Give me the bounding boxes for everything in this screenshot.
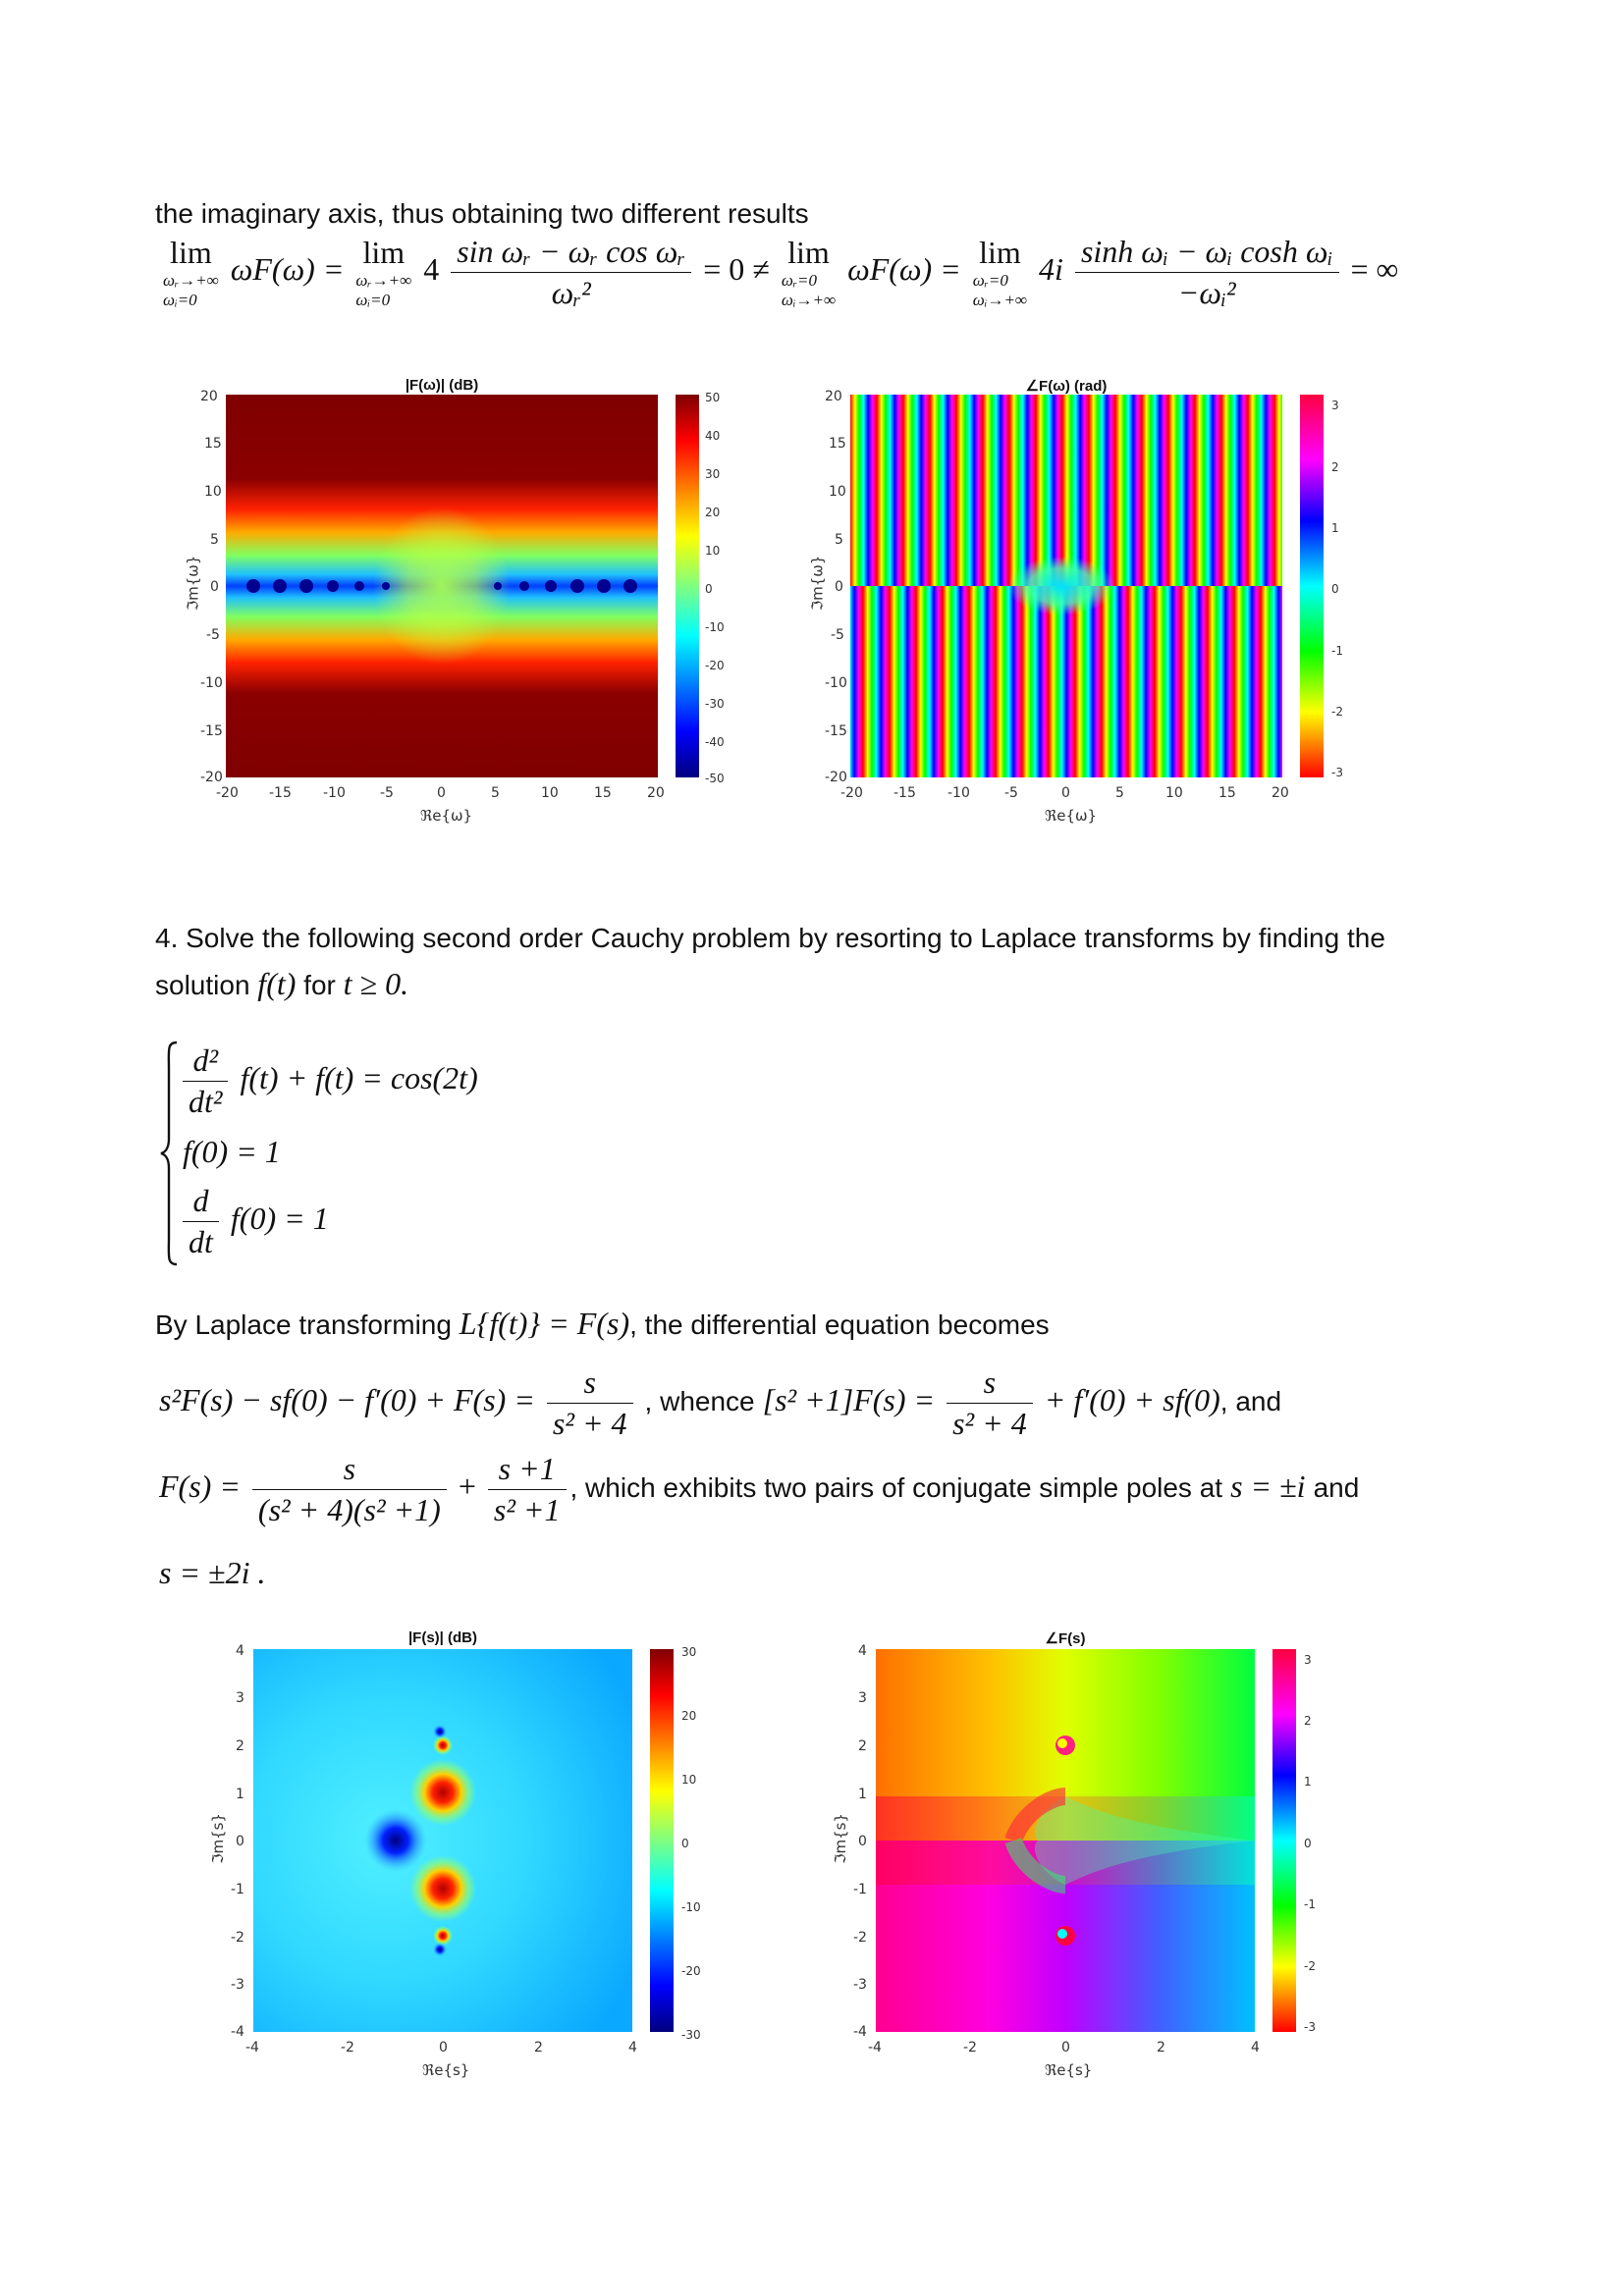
mag-s-ytick: 0	[236, 1834, 244, 1849]
mag-omega-cbar-tick: -30	[705, 697, 725, 711]
phase-s-ytick: 1	[858, 1787, 867, 1802]
phase-s-ytick: -4	[853, 2024, 867, 2040]
phase-omega-xtick: 0	[1061, 785, 1070, 801]
mag-omega-xtick: 10	[541, 785, 559, 801]
phase-omega-ytick: 10	[829, 484, 846, 500]
phase-omega-xtick: -10	[947, 785, 970, 801]
mag-omega-ytick: -15	[200, 723, 223, 739]
phase-s-ytick: 2	[858, 1738, 867, 1754]
mag-s-xtick: 0	[439, 2040, 448, 2056]
mag-s-ytick: -1	[231, 1882, 244, 1897]
mag-s-xtick: -4	[245, 2040, 259, 2056]
phase-omega-xtick: -5	[1004, 785, 1018, 801]
mag-omega-title: |F(ω)| (dB)	[405, 377, 479, 394]
problem-line-2: solution f(t) for t ≥ 0.	[155, 966, 409, 1001]
mag-omega-plot	[226, 395, 658, 777]
mag-omega-ytick: 5	[210, 532, 219, 548]
phase-omega-cbar-tick: 0	[1331, 582, 1339, 596]
mag-s-cbar-tick: -30	[681, 2028, 701, 2042]
mag-omega-cbar-tick: 10	[705, 544, 721, 558]
limit-2: lim ωᵣ→+∞ ωᵢ=0	[355, 235, 412, 309]
phase-s-plot	[876, 1649, 1255, 2032]
limit-tail: = ∞	[1350, 250, 1399, 287]
phase-omega-xtick: 10	[1165, 785, 1183, 801]
limit-4-coef: 4i	[1039, 250, 1063, 287]
phase-omega-title: ∠F(ω) (rad)	[1025, 378, 1108, 395]
mag-omega-ytick: -10	[200, 675, 223, 691]
mag-s-cbar-tick: 30	[681, 1645, 697, 1659]
phase-s-ytick: -1	[853, 1882, 867, 1897]
phase-omega-colorbar	[1300, 395, 1324, 777]
mag-s-ytick: 1	[236, 1787, 244, 1802]
mag-omega-xlabel: ℜe{ω}	[420, 807, 473, 825]
mag-s-cbar-tick: 10	[681, 1773, 697, 1787]
mag-omega-xtick: 15	[594, 785, 612, 801]
mag-omega-xtick: 0	[437, 785, 446, 801]
mag-s-ytick: -4	[231, 2024, 244, 2040]
phase-s-xtick: -4	[868, 2040, 882, 2056]
mag-omega-xtick: -10	[323, 785, 346, 801]
mag-s-cbar-tick: 0	[681, 1837, 689, 1850]
phase-s-cbar-tick: -3	[1304, 2020, 1316, 2034]
mag-s-ytick: -3	[231, 1977, 244, 1993]
system-eq-3: $\frac{d}{dt}$ f(0) = 1	[179, 1183, 329, 1260]
limit-3: lim ωᵣ=0 ωᵢ→+∞	[781, 235, 837, 309]
mag-s-ylabel: ℑm{s}	[208, 1813, 227, 1864]
mag-s-ytick: 2	[236, 1738, 244, 1754]
phase-s-cbar-tick: 2	[1304, 1714, 1312, 1728]
mag-omega-cbar-tick: -50	[705, 772, 725, 785]
problem-line-1: 4. Solve the following second order Cauchy problem by resorting to Laplace transforms by finding the	[155, 923, 1385, 953]
mag-omega-colorbar	[676, 395, 699, 777]
limit-mid: = 0 ≠	[703, 250, 770, 287]
phase-s-ytick: -2	[853, 1930, 867, 1946]
phase-omega-xtick: 15	[1218, 785, 1236, 801]
phase-s-cbar-tick: 3	[1304, 1653, 1312, 1667]
mag-omega-cbar-tick: 20	[705, 506, 721, 519]
phase-omega-cbar-tick: 2	[1331, 460, 1339, 474]
mag-s-xtick: 4	[628, 2040, 637, 2056]
phase-s-xlabel: ℜe{s}	[1045, 2061, 1093, 2079]
phase-s-xtick: 2	[1157, 2040, 1165, 2056]
phase-s-cbar-tick: 0	[1304, 1837, 1312, 1850]
mag-omega-xtick: -20	[216, 785, 239, 801]
mag-omega-xtick: -5	[380, 785, 394, 801]
phase-omega-ytick: 15	[829, 436, 846, 452]
mag-omega-ytick: 20	[200, 389, 218, 404]
mag-omega-cbar-tick: -20	[705, 659, 725, 672]
phase-s-ytick: 4	[858, 1643, 867, 1659]
phase-s-cbar-tick: -2	[1304, 1959, 1316, 1973]
mag-omega-ytick: -5	[206, 627, 220, 643]
phase-omega-ytick: -5	[831, 627, 844, 643]
mag-omega-ylabel: ℑm{ω}	[184, 555, 202, 612]
laplace-poles-2: s = ±2i .	[159, 1555, 266, 1590]
intro-text: the imaginary axis, thus obtaining two different results	[155, 198, 809, 229]
phase-omega-xtick: 5	[1115, 785, 1124, 801]
mag-omega-cbar-tick: 30	[705, 467, 721, 481]
phase-s-cbar-tick: -1	[1304, 1897, 1316, 1911]
limit-3-lhs: ωF(ω) =	[847, 250, 961, 287]
phase-omega-xlabel: ℜe{ω}	[1045, 807, 1098, 825]
phase-s-colorbar	[1272, 1649, 1296, 2032]
mag-omega-cbar-tick: 40	[705, 429, 721, 443]
laplace-line-1: By Laplace transforming L{f(t)} = F(s), the differential equation becomes	[155, 1306, 1050, 1341]
mag-omega-ytick: 10	[204, 484, 222, 500]
limit-1-lhs: ωF(ω) =	[230, 250, 345, 287]
mag-omega-ytick: -20	[200, 770, 223, 785]
phase-s-xtick: 0	[1061, 2040, 1070, 2056]
mag-s-xtick: 2	[534, 2040, 543, 2056]
mag-omega-cbar-tick: -10	[705, 620, 725, 634]
mag-s-title: |F(s)| (dB)	[407, 1629, 478, 1646]
mag-omega-ytick: 15	[204, 436, 222, 452]
limit-2-coef: 4	[423, 250, 440, 287]
phase-omega-ytick: 20	[825, 389, 842, 404]
mag-omega-xtick: 20	[647, 785, 665, 801]
limit-4: lim ωᵣ=0 ωᵢ→+∞	[972, 235, 1028, 309]
mag-s-cbar-tick: -10	[681, 1900, 701, 1914]
mag-omega-cbar-tick: 50	[705, 391, 721, 404]
phase-omega-xtick: 20	[1272, 785, 1289, 801]
limit-4-fraction: $\frac{\text{sinh ωᵢ − ωᵢ cosh ωᵢ}}{\text{−ωᵢ²}}$	[1075, 234, 1339, 311]
phase-omega-xtick: -20	[840, 785, 863, 801]
mag-s-ytick: 4	[236, 1643, 244, 1659]
mag-s-ytick: -2	[231, 1930, 244, 1946]
phase-omega-cbar-tick: 3	[1331, 399, 1339, 412]
phase-omega-plot	[850, 395, 1282, 777]
laplace-eq-1: s²F(s) − sf(0) − f′(0) + F(s) = $\frac{s}{\text{s² + 4}}$ , whence [s² +1]F(s) = $\frac{s}{\text{s² + 4}}$ + f′(0) + sf(0), and	[159, 1364, 1282, 1441]
limit-2-fraction: $\frac{\text{sin ωᵣ − ωᵣ cos ωᵣ}}{\text{ωᵣ²}}$	[451, 234, 691, 311]
phase-omega-xtick: -15	[893, 785, 916, 801]
mag-s-cbar-tick: 20	[681, 1709, 697, 1723]
mag-s-ytick: 3	[236, 1690, 244, 1706]
mag-s-plot	[253, 1649, 632, 2032]
limit-1: lim ωᵣ→+∞ ωᵢ=0	[163, 235, 219, 309]
phase-omega-ytick: 5	[835, 532, 843, 548]
mag-omega-cbar-tick: -40	[705, 735, 725, 749]
limit-equation	[159, 234, 1398, 311]
mag-omega-xtick: -15	[269, 785, 292, 801]
mag-omega-xtick: 5	[491, 785, 500, 801]
laplace-eq-2: F(s) = $\frac{s}{\text{(s² + 4)(s² +1)}}$ + $\frac{s +1}{\text{s² +1}}$ , which exhibits two pairs of conjugate simple poles at s = ±i and	[159, 1451, 1360, 1527]
phase-s-xtick: -2	[963, 2040, 977, 2056]
phase-omega-ylabel: ℑm{ω}	[808, 555, 827, 612]
phase-s-ytick: 3	[858, 1690, 867, 1706]
phase-omega-cbar-tick: 1	[1331, 521, 1339, 535]
mag-s-xlabel: ℜe{s}	[422, 2061, 470, 2079]
phase-omega-ytick: -10	[825, 675, 847, 691]
mag-s-colorbar	[650, 1649, 674, 2032]
phase-s-title: ∠F(s)	[1045, 1630, 1086, 1647]
phase-omega-ytick: -20	[825, 770, 847, 785]
system-eq-2: f(0) = 1	[183, 1134, 281, 1169]
mag-omega-ytick: 0	[210, 579, 219, 595]
phase-s-ylabel: ℑm{s}	[831, 1813, 849, 1864]
phase-omega-ytick: -15	[825, 723, 847, 739]
phase-omega-cbar-tick: -2	[1331, 705, 1343, 719]
phase-s-xtick: 4	[1251, 2040, 1260, 2056]
system-eq-1: $\frac{\text{d²}}{\text{dt²}}$ f(t) + f(t) = cos(2t)	[179, 1042, 478, 1120]
phase-s-cbar-tick: 1	[1304, 1775, 1312, 1789]
phase-omega-cbar-tick: -3	[1331, 766, 1343, 779]
phase-omega-ytick: 0	[835, 579, 843, 595]
mag-s-cbar-tick: -20	[681, 1964, 701, 1978]
phase-omega-cbar-tick: -1	[1331, 644, 1343, 658]
phase-s-ytick: -3	[853, 1977, 867, 1993]
system-brace	[159, 1041, 181, 1266]
mag-s-xtick: -2	[341, 2040, 354, 2056]
mag-omega-cbar-tick: 0	[705, 582, 713, 596]
phase-s-ytick: 0	[858, 1834, 867, 1849]
